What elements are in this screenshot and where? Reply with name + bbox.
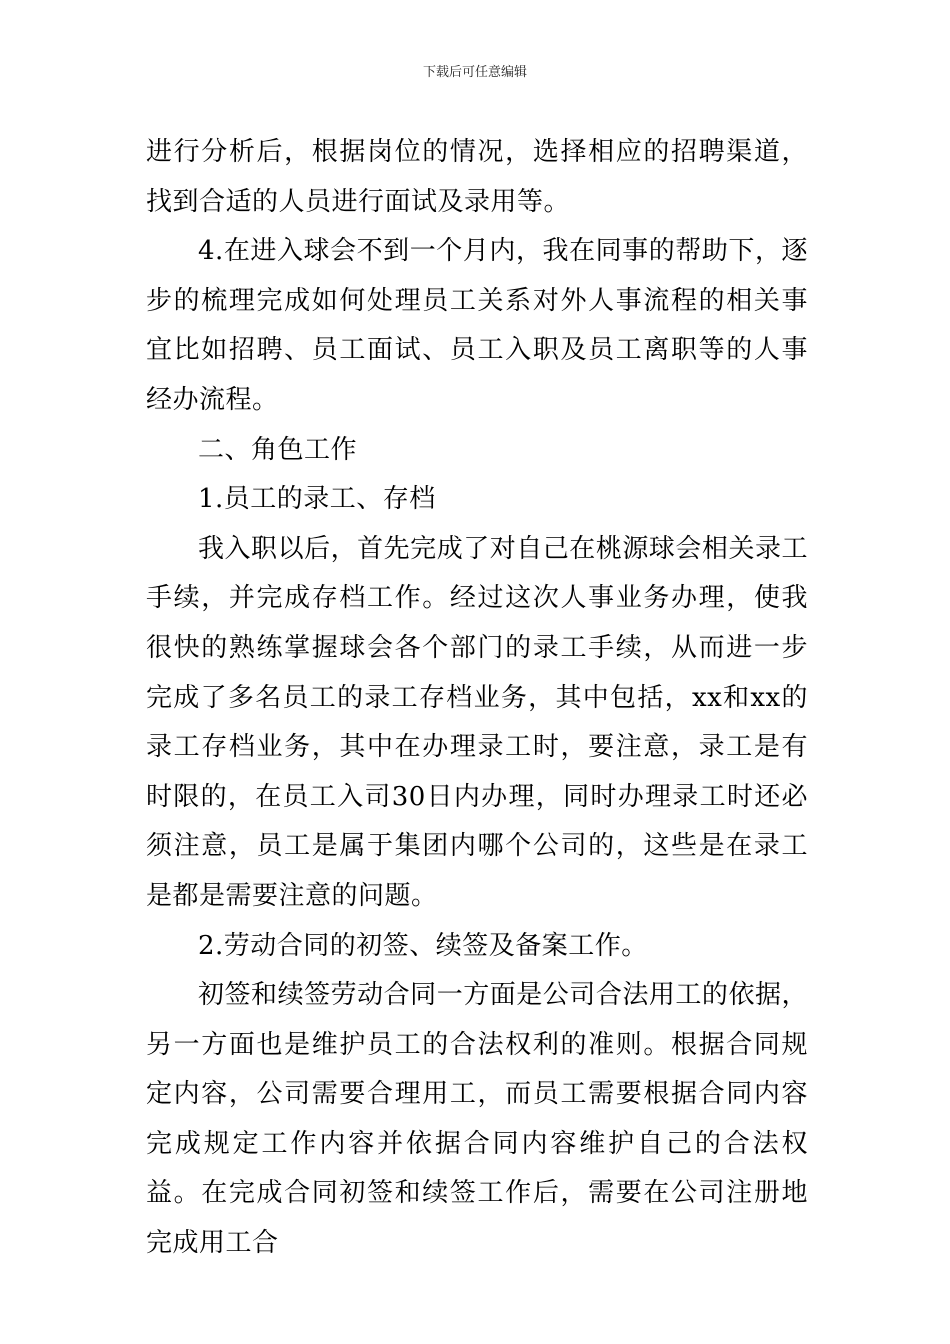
page-header: 下载后可任意编辑 [422,65,527,80]
paragraph-item-4: 4.在进入球会不到一个月内，我在同事的帮助下，逐步的梳理完成如何处理员工关系对外人事流程的相关事宜比如招聘、员工面试、员工入职及员工离职等的人事经办流程。 [146,236,808,415]
subheading-employee-records: 1.员工的录工、存档 [198,484,436,515]
subheading-labor-contracts: 2.劳动合同的初签、续签及备案工作。 [198,930,648,961]
section-heading-role-work: 二、角色工作 [198,434,358,465]
paragraph-labor-contracts: 初签和续签劳动合同一方面是公司合法用工的依据，另一方面也是维护员工的合法权利的准则。根据合同规定内容，公司需要合理用工，而员工需要根据合同内容完成规定工作内容并依据合同内容维护自己的合法权益。在完成合同初签和续签工作后，需要在公司注册地完成用工合 [146,980,808,1259]
paragraph-employee-records: 我入职以后，首先完成了对自己在桃源球会相关录工手续，并完成存档工作。经过这次人事业务办理，使我很快的熟练掌握球会各个部门的录工手续，从而进一步完成了多名员工的录工存档业务，其中包括，xx和xx的录工存档业务，其中在办理录工时，要注意，录工是有时限的，在员工入司30日内办理，同时办理录工时还必须注意，员工是属于集团内哪个公司的，这些是在录工是都是需要注意的问题。 [146,533,808,911]
document-body [146,128,808,1269]
paragraph-recruitment-continued: 进行分析后，根据岗位的情况，选择相应的招聘渠道，找到合适的人员进行面试及录用等。 [146,137,808,217]
